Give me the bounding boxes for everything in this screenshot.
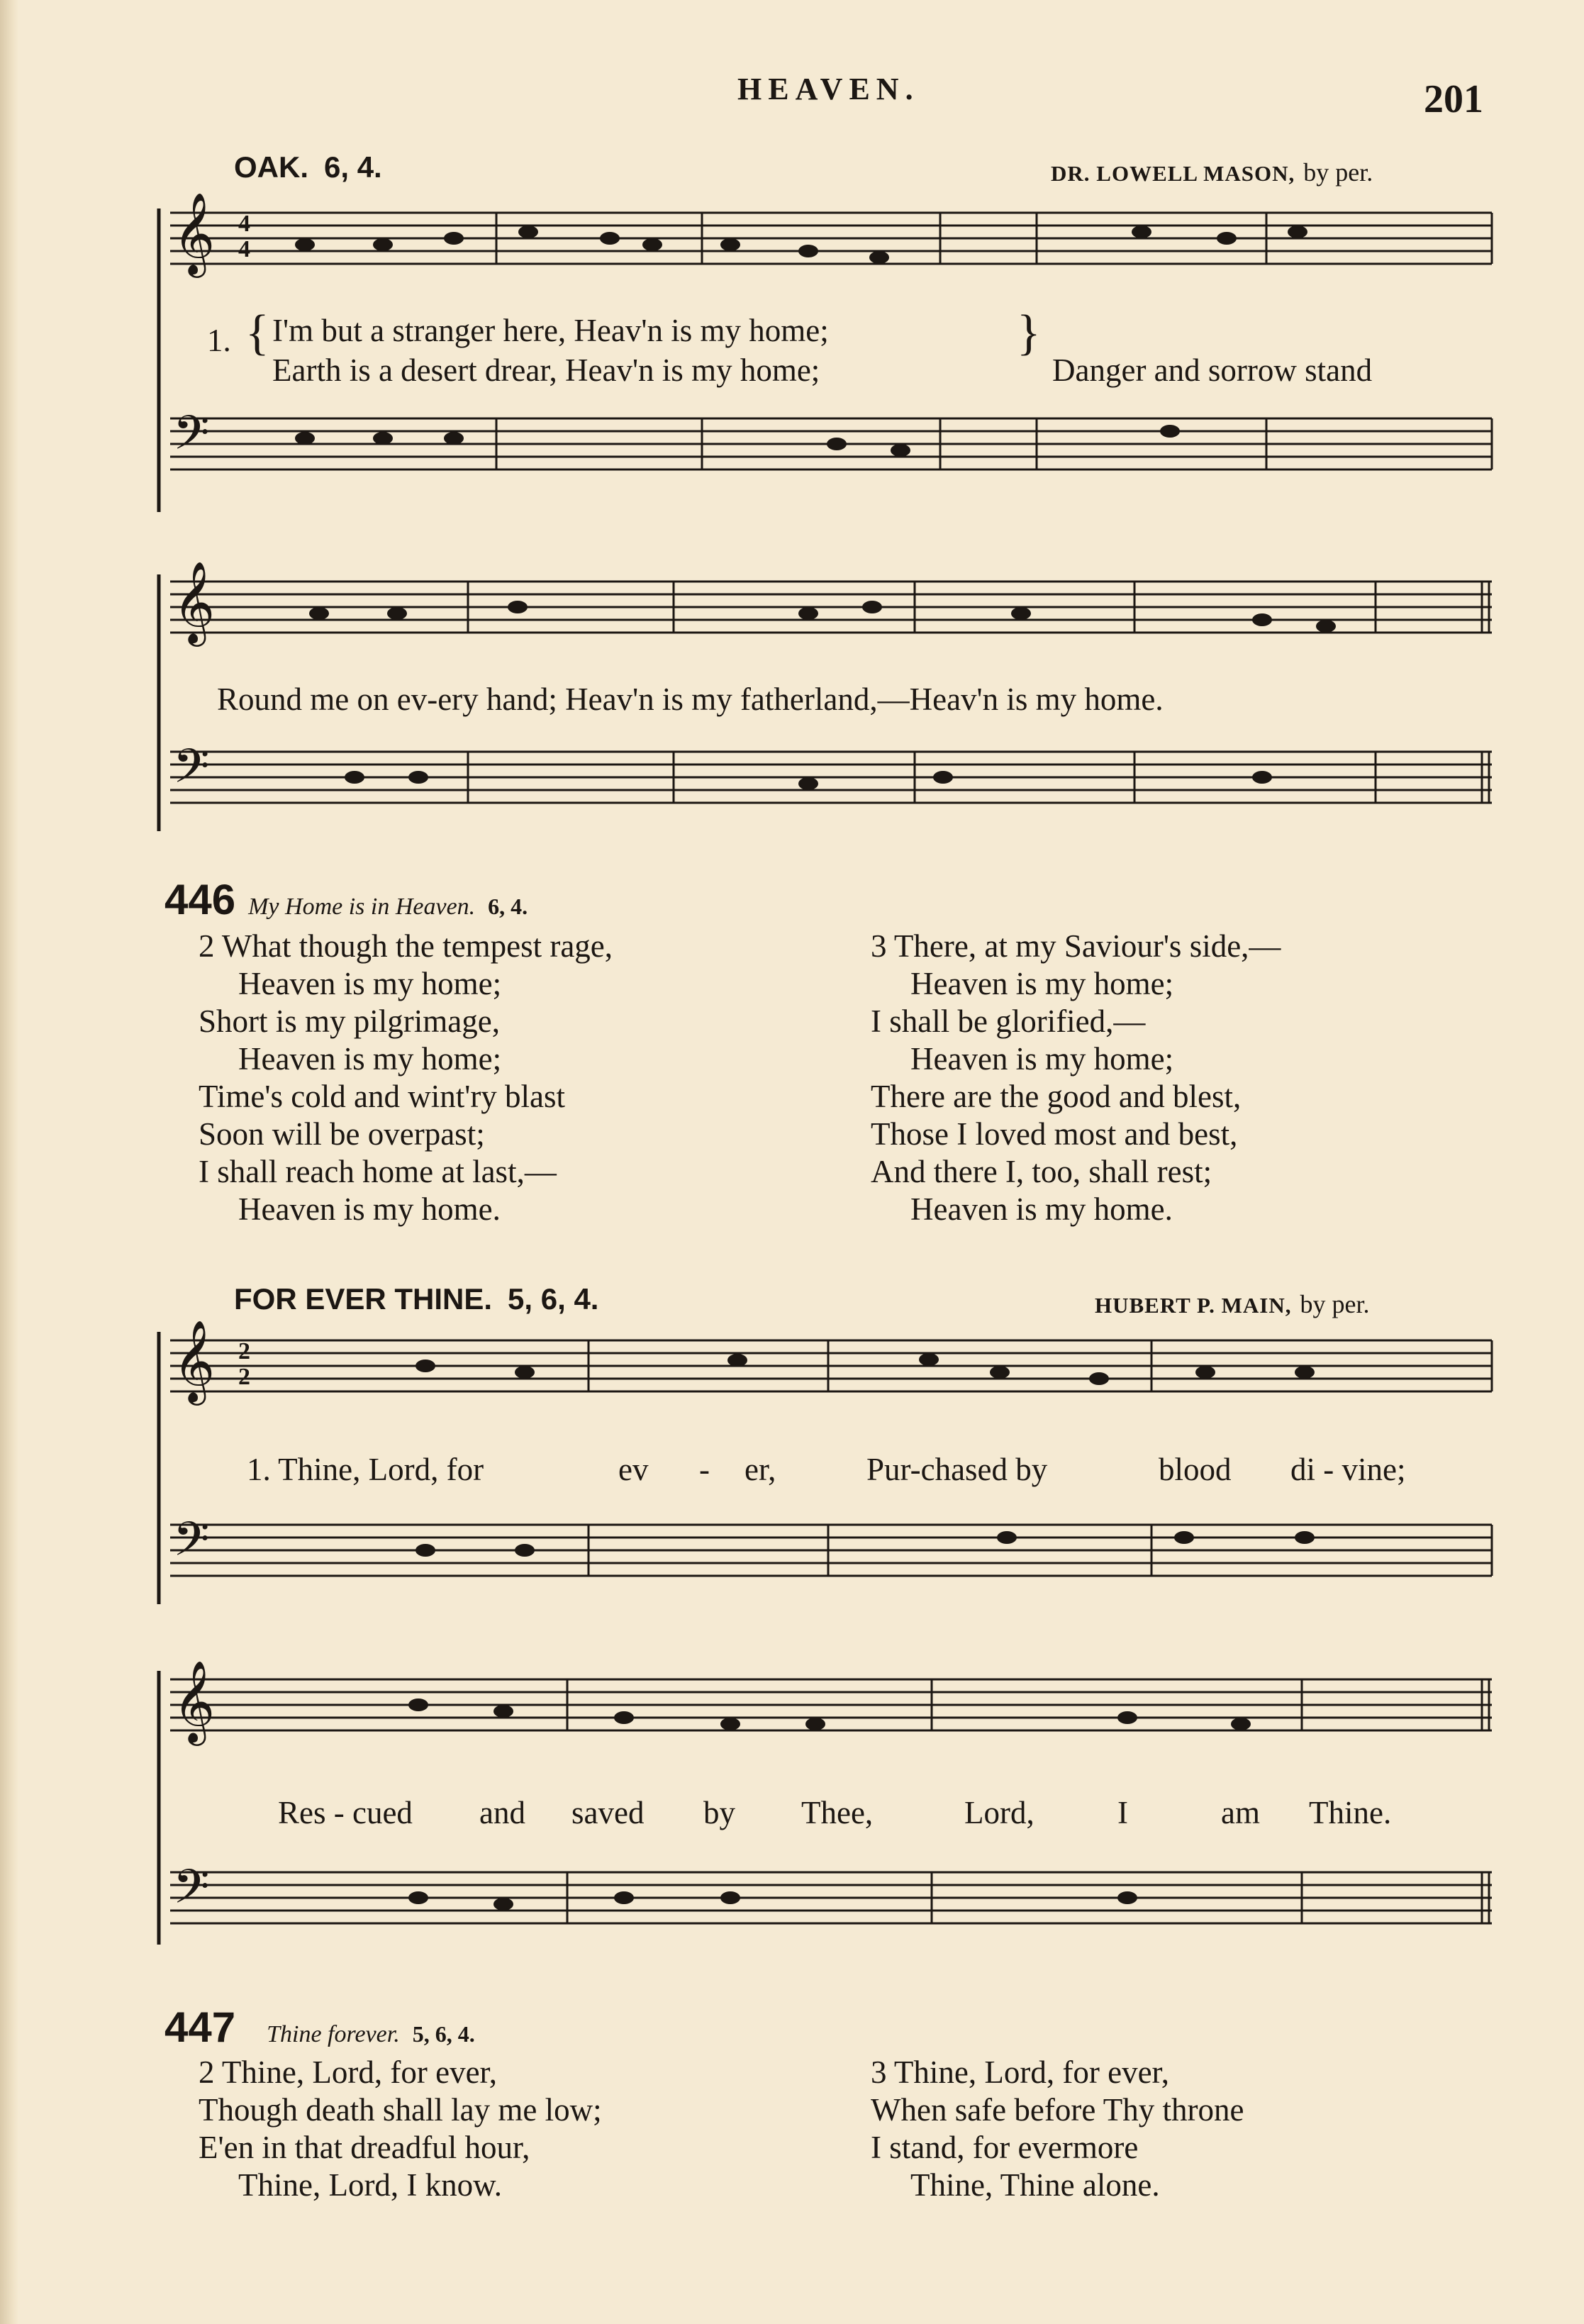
hymn-meter: 5, 6, 4.: [412, 2021, 475, 2047]
verse-line: Though death shall lay me low;: [199, 2092, 602, 2128]
hymn-meter: 6, 4.: [488, 894, 528, 919]
hymn-title: My Home is in Heaven.: [248, 894, 476, 920]
lyric-syllable: blood: [1159, 1452, 1232, 1487]
verse-line: Thine, Thine alone.: [910, 2167, 1160, 2203]
verse-line: When safe before Thy throne: [871, 2092, 1244, 2128]
verse-line: 2 Thine, Lord, for ever,: [199, 2055, 497, 2090]
bass-clef-icon: 𝄢: [173, 408, 210, 471]
lyric-syllable: I: [1117, 1795, 1128, 1830]
verse-line: Heaven is my home;: [238, 1041, 502, 1077]
verse-line: Heaven is my home;: [910, 966, 1174, 1001]
verse-line: Time's cold and wint'ry blast: [199, 1079, 566, 1114]
hymn-title: Thine forever.: [267, 2021, 400, 2047]
lyric-syllable: and: [479, 1795, 525, 1830]
treble-staff-4: [170, 1679, 1492, 1730]
lyric-syllable: 1. Thine, Lord, for: [247, 1452, 484, 1487]
lyric-syllable: Thee,: [801, 1795, 874, 1830]
permission-note: by per.: [1303, 158, 1373, 187]
bass-staff-2: [170, 752, 1492, 803]
lyric-syllable: Lord,: [964, 1795, 1034, 1830]
composer-credit: [1095, 1289, 1369, 1319]
verse-line: I shall be glorified,—: [871, 1003, 1146, 1039]
verse-line: Short is my pilgrimage,: [199, 1003, 500, 1039]
tune-name: FOR EVER THINE.: [234, 1282, 493, 1316]
permission-note: by per.: [1300, 1290, 1370, 1318]
running-head: HEAVEN.: [737, 72, 920, 106]
time-signature-3: 2 2: [238, 1338, 250, 1390]
treble-staff-1: [170, 213, 1492, 264]
lyric-line-2: Round me on ev-ery hand; Heav'n is my fatherland,—Heav'n is my home.: [217, 682, 1164, 717]
verse-line: Heaven is my home.: [238, 1191, 501, 1227]
hymn-446-heading: [164, 875, 528, 924]
verse-line: Those I loved most and best,: [871, 1116, 1238, 1152]
hymn-447-heading: [164, 2003, 475, 2052]
lyric-line-1a: I'm but a stranger here, Heav'n is my home;: [272, 313, 829, 348]
time-signature-1: 4 4: [238, 211, 250, 262]
lyric-line-1c: Danger and sorrow stand: [1052, 352, 1373, 388]
bass-clef-icon: 𝄢: [173, 1862, 210, 1925]
hymn-number: 447: [164, 2003, 236, 2051]
lyric-syllable: -: [699, 1452, 710, 1487]
hymn-447-verse-2: [199, 2054, 602, 2204]
lyric-syllable: Pur-chased by: [866, 1452, 1048, 1487]
bass-staff-3: [170, 1525, 1492, 1576]
treble-clef-icon: 𝄞: [173, 1662, 216, 1741]
verse-line: I stand, for evermore: [871, 2130, 1139, 2165]
treble-clef-icon: 𝄞: [173, 563, 216, 642]
bass-clef-icon: 𝄢: [173, 742, 210, 804]
lyric-syllable: ev: [618, 1452, 649, 1487]
verse-line: Heaven is my home;: [238, 966, 502, 1001]
verse-line: There are the good and blest,: [871, 1079, 1242, 1114]
lyric-syllable: am: [1221, 1795, 1260, 1830]
verse-line: Heaven is my home.: [910, 1191, 1173, 1227]
hymn-447-verse-3: [871, 2054, 1244, 2204]
composer-name: HUBERT P. MAIN,: [1095, 1293, 1292, 1318]
tune-meter: 5, 6, 4.: [508, 1282, 599, 1316]
lyric-syllable: by: [703, 1795, 735, 1830]
lyric-syllable: di - vine;: [1290, 1452, 1406, 1487]
tune-meter: 6, 4.: [324, 150, 382, 184]
verse-line: I shall reach home at last,—: [199, 1154, 557, 1189]
lyric-syllable: er,: [744, 1452, 776, 1487]
treble-clef-icon: 𝄞: [173, 194, 216, 273]
verse-line: E'en in that dreadful hour,: [199, 2130, 530, 2165]
treble-staff-2: [170, 582, 1492, 633]
left-brace: {: [245, 306, 269, 360]
page-number: 201: [1424, 77, 1483, 121]
verse-line: And there I, too, shall rest;: [871, 1154, 1212, 1189]
verse-line: Heaven is my home;: [910, 1041, 1174, 1077]
lyric-syllable: Res - cued: [278, 1795, 413, 1830]
lyric-syllable: Thine.: [1309, 1795, 1392, 1830]
verse-line: 2 What though the tempest rage,: [199, 928, 613, 964]
hymn-446-verse-3: [871, 928, 1281, 1228]
verse-line: 3 There, at my Saviour's side,—: [871, 928, 1281, 964]
tune-heading-for-ever-thine: [234, 1282, 598, 1316]
verse-line: Soon will be overpast;: [199, 1116, 485, 1152]
verse-line: Thine, Lord, I know.: [238, 2167, 502, 2203]
hymn-446-verse-2: [199, 928, 613, 1228]
treble-staff-3: [170, 1340, 1492, 1391]
verse-number: 1.: [207, 323, 231, 358]
composer-name: DR. LOWELL MASON,: [1051, 161, 1295, 186]
verse-line: 3 Thine, Lord, for ever,: [871, 2055, 1169, 2090]
lyric-syllable: saved: [571, 1795, 645, 1830]
tune-name: OAK.: [234, 150, 308, 184]
bass-staff-4: [170, 1872, 1492, 1923]
lyric-line-1b: Earth is a desert drear, Heav'n is my home;: [272, 352, 820, 388]
bass-clef-icon: 𝄢: [173, 1515, 210, 1577]
treble-clef-icon: 𝄞: [173, 1322, 216, 1401]
hymn-number: 446: [164, 876, 236, 923]
right-brace: }: [1017, 306, 1041, 360]
